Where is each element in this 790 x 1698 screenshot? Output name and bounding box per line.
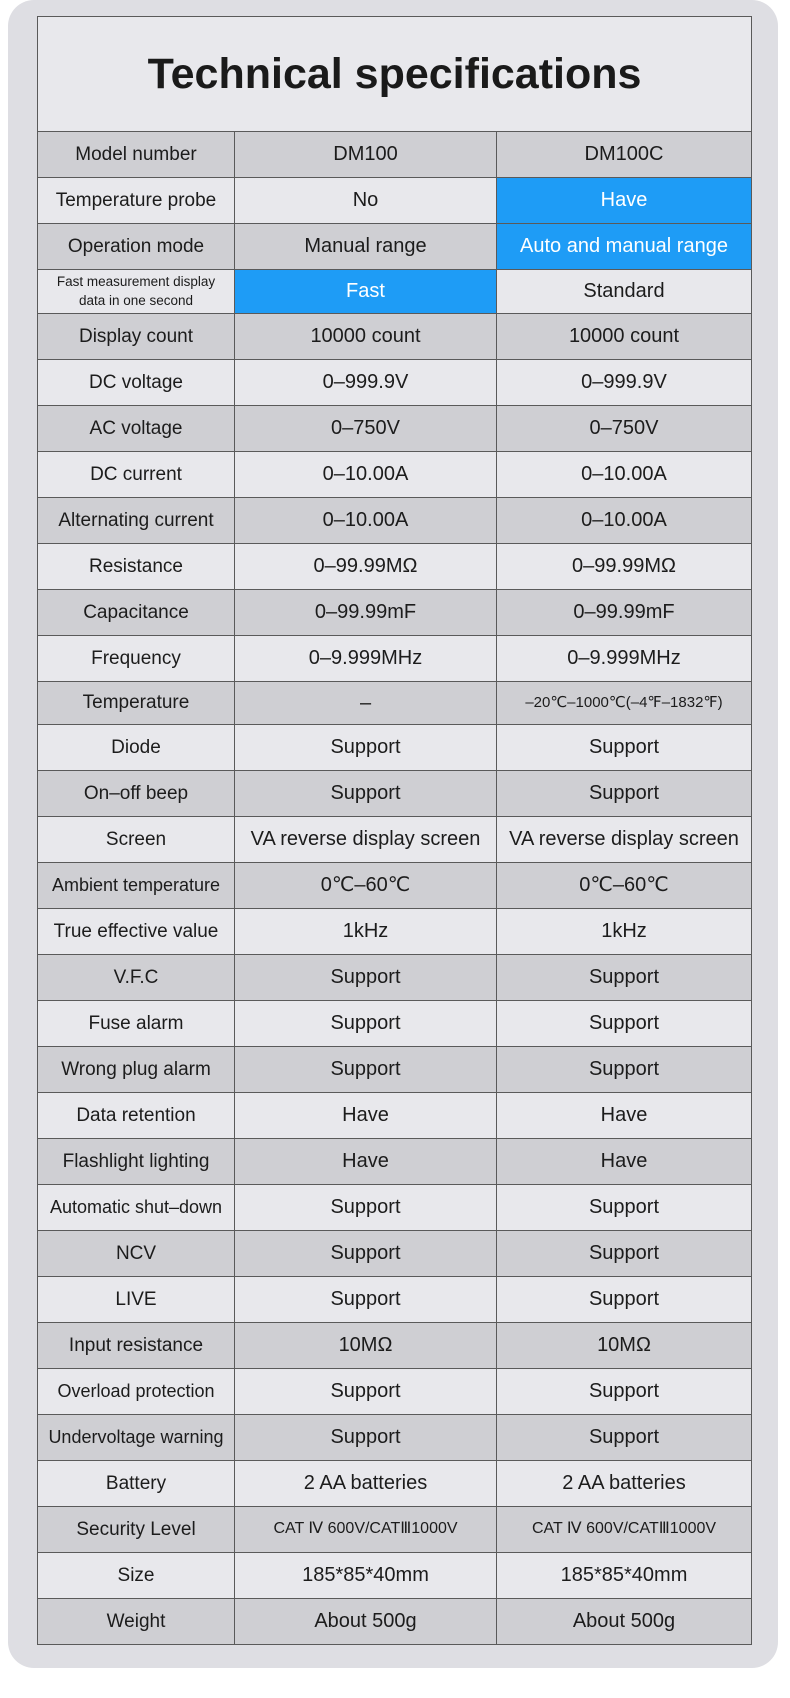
table-header-row (38, 132, 751, 178)
spec-value-dm100: 10MΩ (235, 1323, 497, 1369)
spec-value-dm100c: Support (497, 1185, 752, 1231)
spec-value-dm100: Support (235, 1001, 497, 1047)
table-row (38, 1185, 751, 1231)
spec-value-dm100: 0–999.9V (235, 360, 497, 406)
spec-label: Wrong plug alarm (38, 1047, 235, 1093)
spec-value-dm100: 0℃–60℃ (235, 863, 497, 909)
table-row (38, 1001, 751, 1047)
table-row (38, 1323, 751, 1369)
table-row (38, 817, 751, 863)
spec-value-dm100: Support (235, 955, 497, 1001)
table-row (38, 863, 751, 909)
spec-value-dm100c: Have (497, 1093, 752, 1139)
spec-value-dm100: Support (235, 1185, 497, 1231)
table-row (38, 314, 751, 360)
table-row (38, 636, 751, 682)
spec-label: V.F.C (38, 955, 235, 1001)
table-row (38, 1047, 751, 1093)
spec-value-dm100c: 1kHz (497, 909, 752, 955)
table-row (38, 224, 751, 270)
spec-value-dm100c: Support (497, 1231, 752, 1277)
spec-label: Screen (38, 817, 235, 863)
spec-label: Battery (38, 1461, 235, 1507)
table-row (38, 1461, 751, 1507)
spec-label: Resistance (38, 544, 235, 590)
spec-value-dm100: Support (235, 725, 497, 771)
spec-label: DC current (38, 452, 235, 498)
table-row (38, 452, 751, 498)
spec-value-dm100: Support (235, 1231, 497, 1277)
spec-label: LIVE (38, 1277, 235, 1323)
spec-label: DC voltage (38, 360, 235, 406)
spec-label: Size (38, 1553, 235, 1599)
spec-label: Ambient temperature (38, 863, 235, 909)
spec-value-dm100c: 10000 count (497, 314, 752, 360)
header-label: Model number (38, 132, 235, 178)
table-row (38, 682, 751, 725)
spec-value-dm100c: 185*85*40mm (497, 1553, 752, 1599)
spec-value-dm100c: Auto and manual range (497, 224, 752, 270)
spec-value-dm100: 10000 count (235, 314, 497, 360)
spec-value-dm100c: Support (497, 771, 752, 817)
spec-label: Temperature probe (38, 178, 235, 224)
table-row (38, 1139, 751, 1185)
spec-label: Overload protection (38, 1369, 235, 1415)
table-row (38, 498, 751, 544)
spec-label: Temperature (38, 682, 235, 725)
spec-value-dm100: 0–10.00A (235, 498, 497, 544)
table-row (38, 544, 751, 590)
spec-value-dm100c: Support (497, 1047, 752, 1093)
spec-label: Capacitance (38, 590, 235, 636)
spec-value-dm100c: CAT Ⅳ 600V/CATⅢ1000V (497, 1507, 752, 1553)
table-row (38, 590, 751, 636)
spec-label: Data retention (38, 1093, 235, 1139)
spec-value-dm100: CAT Ⅳ 600V/CATⅢ1000V (235, 1507, 497, 1553)
spec-label: Weight (38, 1599, 235, 1645)
spec-value-dm100: 185*85*40mm (235, 1553, 497, 1599)
table-row (38, 725, 751, 771)
spec-label: Flashlight lighting (38, 1139, 235, 1185)
spec-value-dm100c: VA reverse display screen (497, 817, 752, 863)
table-row (38, 270, 751, 314)
spec-value-dm100: Support (235, 1047, 497, 1093)
spec-label: Alternating current (38, 498, 235, 544)
page-title: Technical specifications (38, 17, 751, 132)
table-row (38, 909, 751, 955)
table-row (38, 1599, 751, 1645)
spec-label: Operation mode (38, 224, 235, 270)
spec-value-dm100c: Support (497, 725, 752, 771)
spec-value-dm100: Manual range (235, 224, 497, 270)
spec-value-dm100: 0–99.99MΩ (235, 544, 497, 590)
spec-value-dm100: VA reverse display screen (235, 817, 497, 863)
spec-value-dm100c: 0–999.9V (497, 360, 752, 406)
spec-value-dm100c: About 500g (497, 1599, 752, 1645)
spec-value-dm100: 1kHz (235, 909, 497, 955)
spec-value-dm100c: Support (497, 1415, 752, 1461)
table-row (38, 360, 751, 406)
spec-value-dm100: – (235, 682, 497, 725)
table-row (38, 1415, 751, 1461)
spec-label: On–off beep (38, 771, 235, 817)
spec-value-dm100: No (235, 178, 497, 224)
spec-label: Security Level (38, 1507, 235, 1553)
spec-value-dm100c: Support (497, 955, 752, 1001)
spec-value-dm100: 0–9.999MHz (235, 636, 497, 682)
spec-value-dm100: Have (235, 1139, 497, 1185)
spec-value-dm100c: 2 AA batteries (497, 1461, 752, 1507)
spec-label: Diode (38, 725, 235, 771)
spec-value-dm100c: 0–10.00A (497, 498, 752, 544)
table-row (38, 1369, 751, 1415)
spec-value-dm100: Support (235, 771, 497, 817)
header-model-dm100c: DM100C (497, 132, 752, 178)
spec-value-dm100c: 0–10.00A (497, 452, 752, 498)
table-row (38, 955, 751, 1001)
table-row (38, 1231, 751, 1277)
spec-table (38, 132, 751, 1644)
table-row (38, 406, 751, 452)
spec-value-dm100c: Support (497, 1277, 752, 1323)
table-row (38, 1093, 751, 1139)
spec-value-dm100c: 0–99.99mF (497, 590, 752, 636)
spec-sheet (37, 16, 752, 1645)
spec-label: Automatic shut–down (38, 1185, 235, 1231)
spec-value-dm100: About 500g (235, 1599, 497, 1645)
spec-value-dm100c: Support (497, 1001, 752, 1047)
spec-value-dm100c: 0–99.99MΩ (497, 544, 752, 590)
spec-value-dm100: Support (235, 1415, 497, 1461)
spec-value-dm100c: Standard (497, 270, 752, 314)
table-row (38, 1507, 751, 1553)
spec-label: NCV (38, 1231, 235, 1277)
spec-value-dm100c: Support (497, 1369, 752, 1415)
spec-value-dm100: 0–99.99mF (235, 590, 497, 636)
table-row (38, 1277, 751, 1323)
spec-value-dm100c: 0℃–60℃ (497, 863, 752, 909)
spec-label: Fast measurement display data in one second (38, 270, 235, 314)
spec-value-dm100: 2 AA batteries (235, 1461, 497, 1507)
table-row (38, 771, 751, 817)
spec-value-dm100c: –20℃–1000℃(–4℉–1832℉) (497, 682, 752, 725)
table-row (38, 1553, 751, 1599)
spec-value-dm100: 0–750V (235, 406, 497, 452)
spec-label: Fuse alarm (38, 1001, 235, 1047)
spec-label: Input resistance (38, 1323, 235, 1369)
spec-value-dm100: Have (235, 1093, 497, 1139)
spec-value-dm100: Support (235, 1277, 497, 1323)
spec-value-dm100: Support (235, 1369, 497, 1415)
spec-label: Undervoltage warning (38, 1415, 235, 1461)
spec-label: AC voltage (38, 406, 235, 452)
spec-value-dm100c: 0–750V (497, 406, 752, 452)
spec-label: Display count (38, 314, 235, 360)
spec-label: Frequency (38, 636, 235, 682)
spec-value-dm100c: Have (497, 178, 752, 224)
spec-label: True effective value (38, 909, 235, 955)
header-model-dm100: DM100 (235, 132, 497, 178)
spec-value-dm100: Fast (235, 270, 497, 314)
spec-value-dm100c: 0–9.999MHz (497, 636, 752, 682)
spec-value-dm100c: Have (497, 1139, 752, 1185)
spec-value-dm100c: 10MΩ (497, 1323, 752, 1369)
table-row (38, 178, 751, 224)
spec-value-dm100: 0–10.00A (235, 452, 497, 498)
